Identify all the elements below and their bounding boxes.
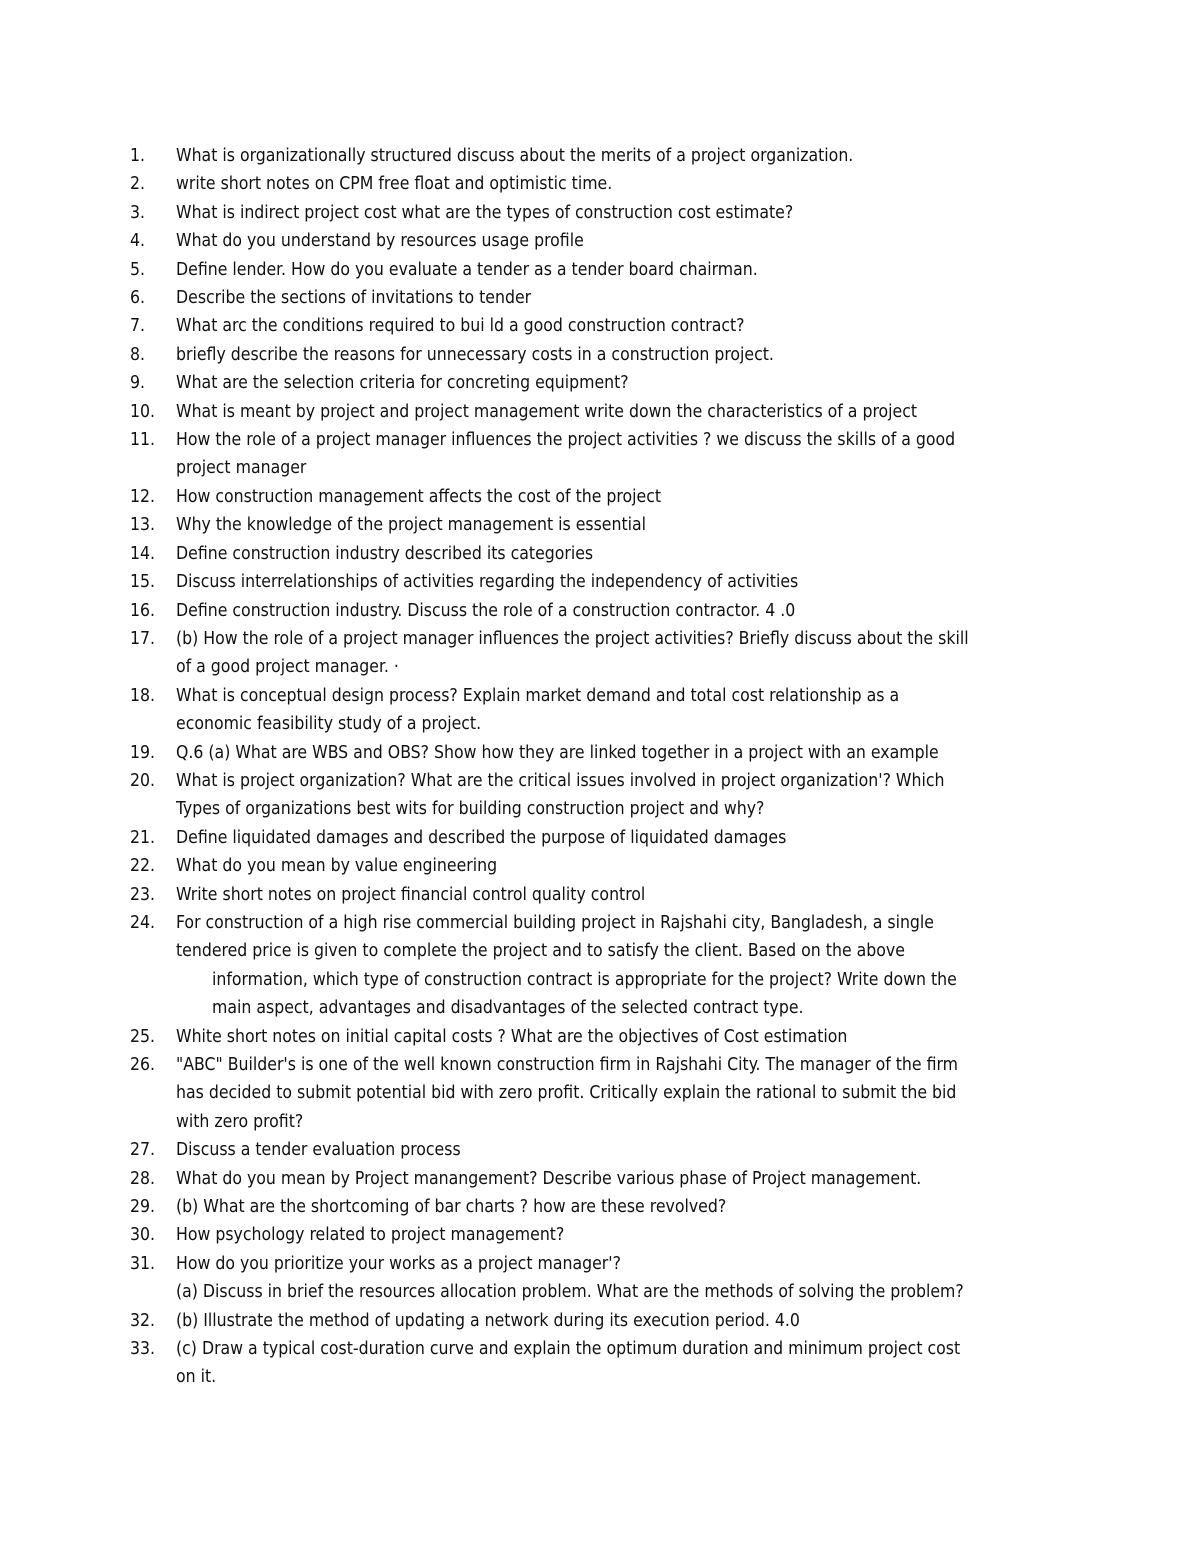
question-number: 5. — [130, 259, 146, 280]
question-item — [130, 142, 1070, 170]
question-number: 11. — [130, 430, 156, 451]
question-item — [130, 312, 1070, 340]
question-item — [130, 824, 1070, 852]
question-number: 31. — [130, 1253, 156, 1274]
question-text — [176, 312, 1070, 340]
question-number: 7. — [130, 316, 146, 337]
question-text — [176, 1051, 1070, 1136]
question-number: 24. — [130, 912, 156, 933]
question-text-line: What is indirect project cost what are the types of construction cost estimate? — [176, 202, 794, 223]
question-number: 20. — [130, 770, 156, 791]
question-number: 28. — [130, 1168, 156, 1189]
question-number: 32. — [130, 1310, 156, 1331]
question-text-line: Q.6 (a) What are WBS and OBS? Show how they are linked together in a project with an example — [176, 742, 939, 763]
question-text — [176, 341, 1070, 369]
question-item — [130, 1023, 1070, 1051]
question-text-line: What is project organization? What are the critical issues involved in project organization'? Which — [176, 770, 945, 791]
question-number: 6. — [130, 288, 146, 309]
question-text — [176, 369, 1070, 397]
question-item — [130, 369, 1070, 397]
question-item — [130, 767, 1070, 824]
question-number: 4. — [130, 231, 146, 252]
question-number: 10. — [130, 401, 156, 422]
question-item — [130, 199, 1070, 227]
question-number: 19. — [130, 742, 156, 763]
question-number: 17. — [130, 628, 156, 649]
question-text — [176, 881, 1070, 909]
question-item — [130, 881, 1070, 909]
question-text — [176, 1023, 1070, 1051]
question-text — [176, 199, 1070, 227]
question-item — [130, 852, 1070, 880]
question-text — [176, 739, 1070, 767]
question-text-line: White short notes on initial capital costs ? What are the objectives of Cost estimation — [176, 1026, 848, 1047]
question-text — [176, 824, 1070, 852]
question-text — [176, 227, 1070, 255]
question-number: 15. — [130, 572, 156, 593]
question-item — [130, 256, 1070, 284]
question-number: 18. — [130, 685, 156, 706]
question-text-line: (c) Draw a typical cost-duration curve and explain the optimum duration and minimum project cost — [176, 1339, 961, 1360]
question-item — [130, 1193, 1070, 1221]
question-item — [130, 739, 1070, 767]
question-text-line: What do you mean by Project manangement? Describe various phase of Project management. — [176, 1168, 922, 1189]
question-text-line: has decided to submit potential bid with zero profit. Critically explain the rational to submit the bid — [176, 1083, 957, 1104]
question-text-line: Why the knowledge of the project management is essential — [176, 515, 647, 536]
question-text-line: What are the selection criteria for concreting equipment? — [176, 373, 629, 394]
question-list — [130, 142, 1070, 1392]
question-text-line: How psychology related to project management? — [176, 1225, 565, 1246]
question-text-line: Define liquidated damages and described the purpose of liquidated damages — [176, 827, 787, 848]
question-text — [176, 284, 1070, 312]
question-text-line: Discuss a tender evaluation process — [176, 1140, 461, 1161]
question-number: 26. — [130, 1055, 156, 1075]
question-item — [130, 483, 1070, 511]
question-text-line: "ABC" Builder's is one of the well known construction firm in Rajshahi City. The manager of the firm — [176, 1055, 958, 1075]
question-item — [130, 398, 1070, 426]
question-number: 3. — [130, 202, 146, 223]
question-text — [176, 1250, 1070, 1307]
question-text-line: Write short notes on project financial control quality control — [176, 884, 646, 905]
question-number: 9. — [130, 373, 146, 394]
question-text-line: economic feasibility study of a project. — [176, 714, 482, 735]
question-item — [130, 540, 1070, 568]
question-text — [176, 1136, 1070, 1164]
question-item — [130, 284, 1070, 312]
question-text-line-indented: information, which type of construction contract is appropriate for the project? Write down the — [212, 969, 957, 990]
question-item — [130, 511, 1070, 539]
question-text-line: How construction management affects the cost of the project — [176, 486, 662, 507]
question-text — [176, 1193, 1070, 1221]
question-item — [130, 1221, 1070, 1249]
question-text-line: tendered price is given to complete the project and to satisfy the client. Based on the above — [176, 941, 905, 962]
question-text — [176, 398, 1070, 426]
question-text — [176, 1221, 1070, 1249]
question-number: 27. — [130, 1140, 156, 1161]
question-item — [130, 1250, 1070, 1307]
question-item — [130, 170, 1070, 198]
question-item — [130, 227, 1070, 255]
question-item — [130, 1136, 1070, 1164]
question-text-line: (b) What are the shortcoming of bar charts ? how are these revolved? — [176, 1197, 727, 1218]
question-text-line: (b) How the role of a project manager influences the project activities? Briefly discuss about the skill — [176, 628, 969, 649]
question-text-line: Describe the sections of invitations to tender — [176, 288, 532, 309]
question-text-line: How the role of a project manager influences the project activities ? we discuss the skills of a good — [176, 430, 956, 451]
question-item — [130, 1335, 1070, 1392]
question-text — [176, 1335, 1070, 1392]
question-number: 29. — [130, 1197, 156, 1218]
question-text — [176, 1165, 1070, 1193]
question-text-line: What is organizationally structured discuss about the merits of a project organization. — [176, 146, 854, 166]
question-number: 33. — [130, 1339, 156, 1360]
question-text — [176, 142, 1070, 170]
question-text — [176, 625, 1070, 682]
question-text-line: project manager — [176, 458, 307, 479]
question-item — [130, 625, 1070, 682]
question-text-line: Types of organizations best wits for building construction project and why? — [176, 799, 765, 820]
question-text — [176, 1307, 1070, 1335]
question-text-line: What arc the conditions required to bui ld a good construction contract? — [176, 316, 745, 337]
question-text-line: on it. — [176, 1367, 217, 1388]
question-number: 30. — [130, 1225, 156, 1246]
question-text-line: with zero profit? — [176, 1111, 304, 1132]
question-text-line: How do you prioritize your works as a project manager'? — [176, 1253, 621, 1274]
question-text-line: What is conceptual design process? Explain market demand and total cost relationship as a — [176, 685, 900, 706]
question-number: 12. — [130, 486, 156, 507]
question-text — [176, 483, 1070, 511]
question-text — [176, 426, 1070, 483]
question-number: 16. — [130, 600, 156, 621]
question-number: 14. — [130, 543, 156, 564]
question-text-line: What is meant by project and project management write down the characteristics of a project — [176, 401, 918, 422]
question-text-line: Define lender. How do you evaluate a tender as a tender board chairman. — [176, 259, 758, 280]
question-number: 23. — [130, 884, 156, 905]
question-text-line: write short notes on CPM free float and optimistic time. — [176, 174, 613, 195]
question-text-line: Define construction industry. Discuss the role of a construction contractor. 4 .0 — [176, 600, 796, 621]
question-item — [130, 568, 1070, 596]
question-number: 22. — [130, 856, 156, 877]
question-text — [176, 682, 1070, 739]
question-text-line: What do you understand by resources usage profile — [176, 231, 584, 252]
question-number: 8. — [130, 344, 146, 365]
question-text-line: briefly describe the reasons for unnecessary costs in a construction project. — [176, 344, 774, 365]
question-text-line: Discuss interrelationships of activities regarding the independency of activities — [176, 572, 799, 593]
question-text — [176, 540, 1070, 568]
question-number: 2. — [130, 174, 146, 195]
question-text-line: Define construction industry described its categories — [176, 543, 594, 564]
question-text — [176, 767, 1070, 824]
question-number: 1. — [130, 146, 146, 166]
question-item — [130, 909, 1070, 1023]
question-item — [130, 682, 1070, 739]
question-text-line: of a good project manager. · — [176, 657, 399, 678]
question-item — [130, 1051, 1070, 1136]
question-text — [176, 597, 1070, 625]
question-item — [130, 1307, 1070, 1335]
question-text-line: (b) Illustrate the method of updating a network during its execution period. 4.0 — [176, 1310, 800, 1331]
question-number: 21. — [130, 827, 156, 848]
question-text-line: (a) Discuss in brief the resources allocation problem. What are the methods of solving the problem? — [176, 1282, 964, 1303]
question-text-line: What do you mean by value engineering — [176, 856, 498, 877]
question-number: 25. — [130, 1026, 156, 1047]
question-text — [176, 511, 1070, 539]
question-text-line-indented: main aspect, advantages and disadvantages of the selected contract type. — [212, 998, 804, 1019]
question-text — [176, 170, 1070, 198]
question-text — [176, 568, 1070, 596]
question-text — [176, 852, 1070, 880]
question-item — [130, 1165, 1070, 1193]
question-number: 13. — [130, 515, 156, 536]
question-text — [176, 256, 1070, 284]
question-text-line: For construction of a high rise commercial building project in Rajshahi city, Bangladesh, a single — [176, 912, 934, 933]
question-item — [130, 426, 1070, 483]
question-item — [130, 597, 1070, 625]
question-text — [176, 909, 1070, 1023]
question-item — [130, 341, 1070, 369]
